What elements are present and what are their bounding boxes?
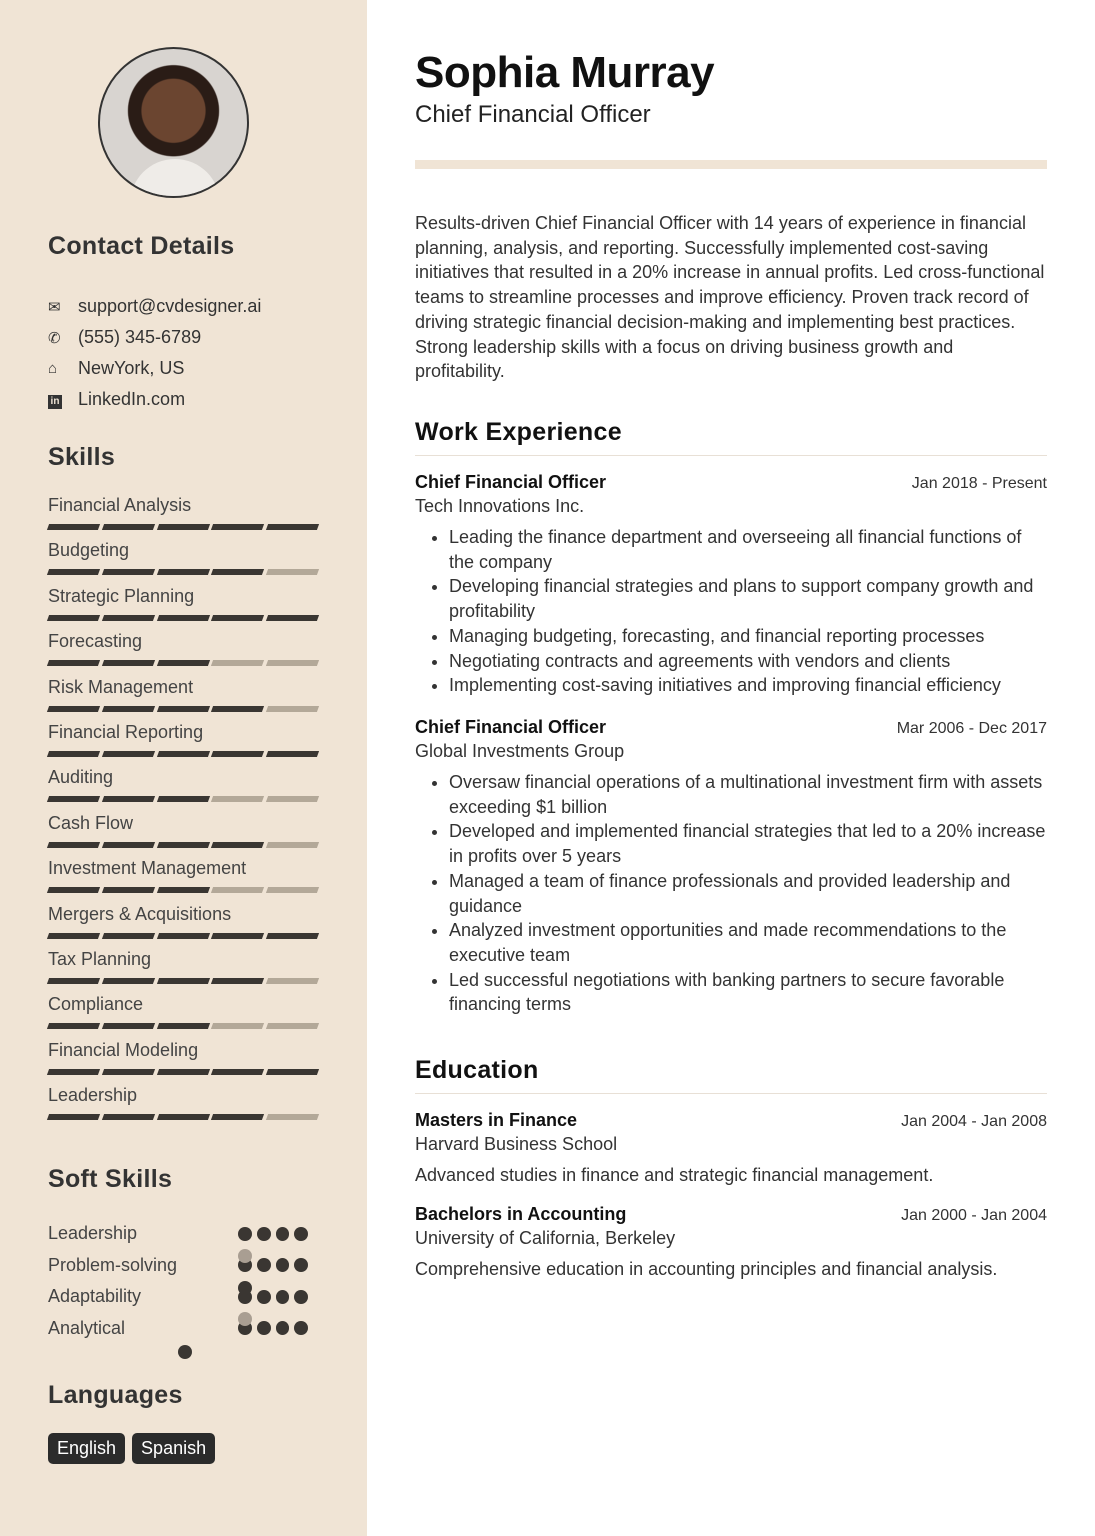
company-name: Tech Innovations Inc. xyxy=(415,496,585,516)
level-segment xyxy=(266,978,319,984)
soft-skill-rating xyxy=(238,1321,308,1335)
job-bullet: • Managed a team of finance professionals and provided leadership and guidance xyxy=(449,869,1047,918)
profile-photo xyxy=(98,47,249,198)
level-segment xyxy=(211,524,264,530)
level-segment xyxy=(102,933,155,939)
email-icon: ✉ xyxy=(48,298,61,316)
job-bullets xyxy=(415,770,1047,1017)
job-date: Jan 2018 - Present xyxy=(911,475,1047,492)
skill-level-bar xyxy=(48,751,318,757)
skill-item xyxy=(48,858,318,903)
level-segment xyxy=(266,524,319,530)
level-segment xyxy=(266,842,319,848)
level-segment xyxy=(266,706,319,712)
skill-item xyxy=(48,722,318,767)
level-segment xyxy=(102,524,155,530)
soft-skill-rating xyxy=(238,1227,308,1241)
skill-item xyxy=(48,677,318,722)
soft-skill-item xyxy=(48,1250,308,1282)
job-title: Chief Financial Officer xyxy=(415,472,607,492)
level-segment xyxy=(266,796,319,802)
level-segment xyxy=(102,615,155,621)
level-segment xyxy=(266,660,319,666)
soft-skill-rating xyxy=(238,1290,308,1304)
level-segment xyxy=(157,615,210,621)
skill-name: Financial Reporting xyxy=(48,721,204,742)
skill-level-bar xyxy=(48,978,318,984)
skill-name: Strategic Planning xyxy=(48,585,195,606)
level-segment xyxy=(211,1023,264,1029)
soft-skill-item xyxy=(48,1313,308,1345)
level-segment xyxy=(102,887,155,893)
rating-dot xyxy=(276,1321,290,1335)
soft-skill-name: Leadership xyxy=(48,1223,138,1244)
skill-item xyxy=(48,813,318,858)
level-segment xyxy=(47,660,100,666)
skill-level-bar xyxy=(48,615,318,621)
level-segment xyxy=(47,842,100,848)
rating-dot xyxy=(238,1227,252,1241)
level-segment xyxy=(102,1114,155,1120)
rating-dot xyxy=(238,1281,252,1295)
level-segment xyxy=(266,615,319,621)
soft-skill-rating xyxy=(238,1258,308,1272)
education-heading: Education xyxy=(415,1056,1047,1094)
skill-item xyxy=(48,586,318,631)
contact-list xyxy=(48,291,261,415)
level-segment xyxy=(211,1069,264,1075)
level-segment xyxy=(157,660,210,666)
rating-dot xyxy=(276,1258,290,1272)
language-badge: English xyxy=(48,1433,125,1464)
skill-name: Leadership xyxy=(48,1085,138,1106)
rating-dot xyxy=(276,1227,290,1241)
job-bullet: • Developing financial strategies and plans to support company growth and profitability xyxy=(449,574,1047,623)
level-segment xyxy=(211,933,264,939)
level-segment xyxy=(47,569,100,575)
skill-level-bar xyxy=(48,524,318,530)
skill-item xyxy=(48,495,318,540)
skill-name: Budgeting xyxy=(48,540,130,561)
skill-level-bar xyxy=(48,796,318,802)
skill-name: Cash Flow xyxy=(48,812,134,833)
home-icon: ⌂ xyxy=(48,360,58,377)
education-date: Jan 2000 - Jan 2004 xyxy=(901,1207,1047,1224)
level-segment xyxy=(157,978,210,984)
level-segment xyxy=(102,1069,155,1075)
education-description: Comprehensive education in accounting principles and financial analysis. xyxy=(415,1259,998,1279)
job-bullet: • Analyzed investment opportunities and made recommendations to the executive team xyxy=(449,918,1047,967)
level-segment xyxy=(102,978,155,984)
level-segment xyxy=(157,842,210,848)
soft-skill-name: Problem-solving xyxy=(48,1254,178,1275)
level-segment xyxy=(266,1114,319,1120)
skill-level-bar xyxy=(48,1114,318,1120)
skills-heading: Skills xyxy=(48,443,116,471)
rating-dot xyxy=(294,1321,308,1335)
level-segment xyxy=(211,796,264,802)
skill-level-bar xyxy=(48,660,318,666)
rating-dot xyxy=(294,1227,308,1241)
level-segment xyxy=(157,706,210,712)
job-bullet: • Leading the finance department and overseeing all financial functions of the company xyxy=(449,525,1047,574)
work-heading: Work Experience xyxy=(415,418,1047,456)
soft-skills-list xyxy=(48,1218,308,1344)
skill-level-bar xyxy=(48,706,318,712)
level-segment xyxy=(211,1114,264,1120)
level-segment xyxy=(211,978,264,984)
level-segment xyxy=(211,887,264,893)
soft-skills-heading: Soft Skills xyxy=(48,1165,173,1193)
skill-name: Auditing xyxy=(48,767,114,788)
skills-list xyxy=(48,495,318,1130)
linkedin-icon: in xyxy=(48,391,78,409)
level-segment xyxy=(157,933,210,939)
contact-linkedin[interactable]: in LinkedIn.com xyxy=(48,384,261,415)
level-segment xyxy=(47,1069,100,1075)
level-segment xyxy=(157,887,210,893)
skill-name: Mergers & Acquisitions xyxy=(48,903,232,924)
level-segment xyxy=(157,1069,210,1075)
school-name: University of California, Berkeley xyxy=(415,1228,676,1248)
job-bullet: • Implementing cost-saving initiatives and improving financial efficiency xyxy=(449,673,1047,698)
skill-level-bar xyxy=(48,887,318,893)
education-entry xyxy=(415,1110,1047,1186)
skill-name: Financial Modeling xyxy=(48,1039,199,1060)
soft-skill-item xyxy=(48,1218,308,1250)
job-entry xyxy=(415,472,1047,698)
skill-name: Tax Planning xyxy=(48,948,152,969)
company-name: Global Investments Group xyxy=(415,741,625,761)
education-entry xyxy=(415,1204,1047,1280)
job-bullet: • Led successful negotiations with banking partners to secure favorable financing terms xyxy=(449,968,1047,1017)
education-description: Advanced studies in finance and strategic financial management. xyxy=(415,1165,934,1185)
education-date: Jan 2004 - Jan 2008 xyxy=(901,1113,1047,1130)
job-entry xyxy=(415,717,1047,1017)
rating-dot xyxy=(276,1290,290,1304)
rating-dot xyxy=(257,1258,271,1272)
job-bullets xyxy=(415,525,1047,698)
rating-dot xyxy=(257,1227,271,1241)
level-segment xyxy=(102,1023,155,1029)
level-segment xyxy=(211,660,264,666)
level-segment xyxy=(157,751,210,757)
skill-name: Compliance xyxy=(48,994,144,1015)
soft-skill-name: Analytical xyxy=(48,1317,126,1338)
candidate-name: Sophia Murray xyxy=(415,48,715,97)
language-badge: Spanish xyxy=(132,1433,215,1464)
job-bullet: • Negotiating contracts and agreements with vendors and clients xyxy=(449,649,1047,674)
skill-item xyxy=(48,904,318,949)
level-segment xyxy=(266,933,319,939)
level-segment xyxy=(47,751,100,757)
skill-name: Risk Management xyxy=(48,676,194,697)
skill-item xyxy=(48,540,318,585)
level-segment xyxy=(47,524,100,530)
skill-item xyxy=(48,994,318,1039)
skill-item xyxy=(48,949,318,994)
level-segment xyxy=(211,706,264,712)
level-segment xyxy=(266,887,319,893)
level-segment xyxy=(47,933,100,939)
level-segment xyxy=(102,569,155,575)
level-segment xyxy=(47,796,100,802)
rating-dot xyxy=(294,1258,308,1272)
level-segment xyxy=(102,796,155,802)
job-bullet: • Managing budgeting, forecasting, and financial reporting processes xyxy=(449,624,1047,649)
level-segment xyxy=(266,751,319,757)
school-name: Harvard Business School xyxy=(415,1134,618,1154)
skill-item xyxy=(48,767,318,812)
skill-name: Forecasting xyxy=(48,631,143,652)
level-segment xyxy=(102,660,155,666)
level-segment xyxy=(157,524,210,530)
level-segment xyxy=(47,1114,100,1120)
skill-item xyxy=(48,1040,318,1085)
skill-item xyxy=(48,1085,318,1130)
level-segment xyxy=(47,1023,100,1029)
rating-dot xyxy=(178,1345,192,1359)
level-segment xyxy=(47,978,100,984)
level-segment xyxy=(102,842,155,848)
degree: Masters in Finance xyxy=(415,1110,578,1130)
skill-name: Financial Analysis xyxy=(48,495,192,515)
contact-email[interactable]: ✉ support@cvdesigner.ai xyxy=(48,296,262,316)
header-divider xyxy=(415,160,1047,169)
level-segment xyxy=(157,796,210,802)
soft-skill-item xyxy=(48,1281,308,1313)
job-title: Chief Financial Officer xyxy=(415,717,607,737)
contact-heading: Contact Details xyxy=(48,232,235,260)
rating-dot xyxy=(257,1321,271,1335)
candidate-title: Chief Financial Officer xyxy=(415,101,651,128)
contact-phone[interactable]: ✆ (555) 345-6789 xyxy=(48,327,202,347)
degree: Bachelors in Accounting xyxy=(415,1204,627,1224)
level-segment xyxy=(102,751,155,757)
level-segment xyxy=(157,1114,210,1120)
level-segment xyxy=(266,1069,319,1075)
level-segment xyxy=(266,569,319,575)
skill-name: Investment Management xyxy=(48,858,247,879)
level-segment xyxy=(211,615,264,621)
skill-level-bar xyxy=(48,933,318,939)
level-segment xyxy=(211,751,264,757)
phone-icon: ✆ xyxy=(48,329,61,347)
languages-list xyxy=(48,1433,215,1464)
level-segment xyxy=(47,706,100,712)
skill-item xyxy=(48,631,318,676)
level-segment xyxy=(157,1023,210,1029)
languages-heading: Languages xyxy=(48,1381,183,1409)
sidebar xyxy=(0,0,367,1536)
level-segment xyxy=(47,887,100,893)
level-segment xyxy=(211,842,264,848)
job-bullet: • Developed and implemented financial strategies that led to a 20% increase in profits over 5 years xyxy=(449,819,1047,868)
contact-location: ⌂ NewYork, US xyxy=(48,358,185,378)
skill-level-bar xyxy=(48,842,318,848)
skill-level-bar xyxy=(48,569,318,575)
job-bullet: • Oversaw financial operations of a multinational investment firm with assets exceeding $1 billion xyxy=(449,770,1047,819)
job-date: Mar 2006 - Dec 2017 xyxy=(896,720,1047,737)
rating-dot xyxy=(257,1290,271,1304)
level-segment xyxy=(157,569,210,575)
level-segment xyxy=(47,615,100,621)
level-segment xyxy=(102,706,155,712)
soft-skill-name: Adaptability xyxy=(48,1286,142,1307)
rating-dot xyxy=(294,1290,308,1304)
level-segment xyxy=(266,1023,319,1029)
skill-level-bar xyxy=(48,1023,318,1029)
skill-level-bar xyxy=(48,1069,318,1075)
summary: Results-driven Chief Financial Officer with 14 years of experience in financial planning, analysis, and reporting. Successfully implemented cost-saving initiatives that resulted in a 20% increase in annual profits. Led cross-functional teams to streamline processes and improve efficiency. Proven track record of driving strategic financial decision-making and implementing best practices. Strong leadership skills with a focus on driving business growth and profitability. xyxy=(415,213,1045,382)
level-segment xyxy=(211,569,264,575)
